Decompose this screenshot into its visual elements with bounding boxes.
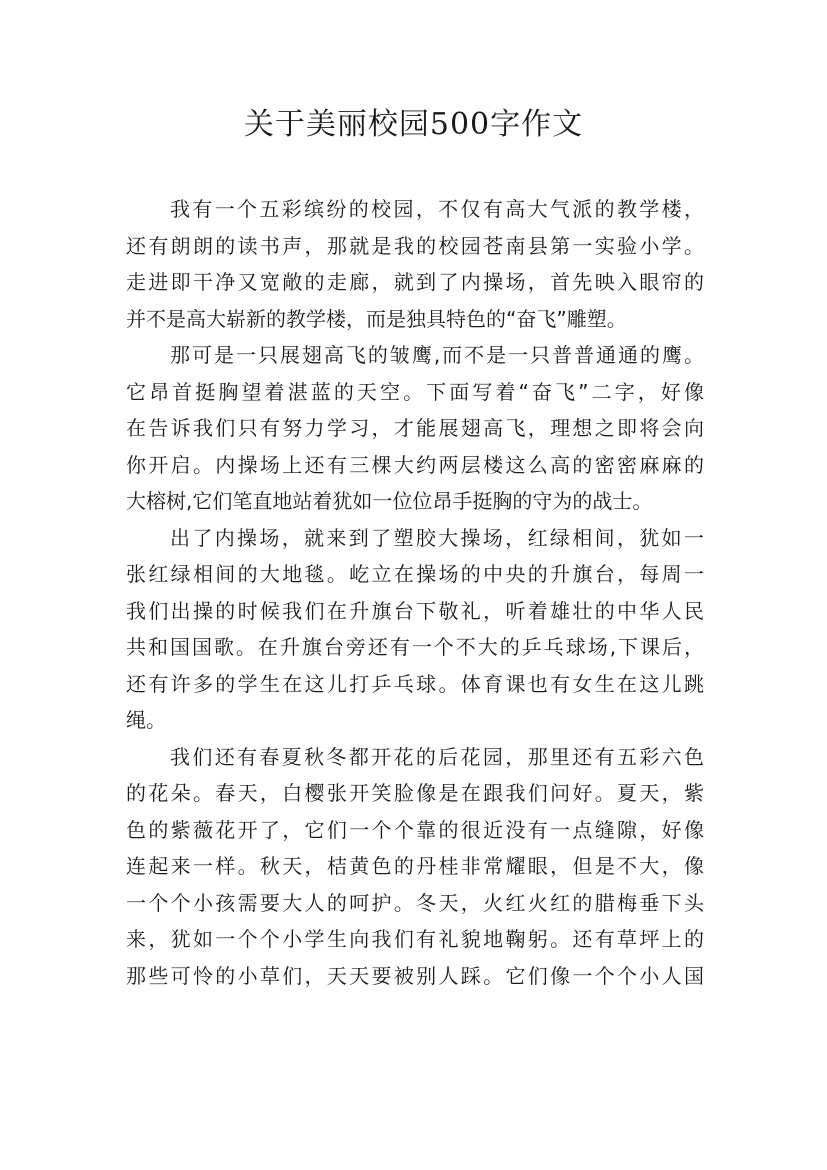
text-line: 绳。 [126, 708, 166, 732]
text-line: 我们出操的时候我们在升旗台下敬礼，听着雄壮的中华人民 [126, 598, 704, 623]
text-line: 我有一个五彩缤纷的校园，不仅有高大气派的教学楼， [170, 197, 704, 221]
text-line: 共和国国歌。在升旗台旁还有一个不大的乒乓球场,下课后， [126, 635, 704, 659]
text-line: 它昂首挺胸望着湛蓝的天空。下面写着“奋飞”二字，好像 [126, 379, 704, 404]
text-line: 还有许多的学生在这儿打乒乓球。体育课也有女生在这儿跳 [126, 671, 704, 696]
text-line: 一个个小孩需要大人的呵护。冬天，火红火红的腊梅垂下头 [126, 890, 704, 915]
text-line: 还有朗朗的读书声，那就是我的校园苍南县第一实验小学。 [126, 233, 704, 258]
text-line: 色的紫薇花开了，它们一个个靠的很近没有一点缝隙，好像 [126, 817, 704, 842]
document-body [126, 191, 704, 994]
text-line: 在告诉我们只有努力学习，才能展翅高飞，理想之即将会向 [126, 416, 704, 440]
text-line: 连起来一样。秋天，桔黄色的丹桂非常耀眼，但是不大，像 [126, 854, 704, 878]
text-line: 并不是高大崭新的教学楼，而是独具特色的“奋飞”雕塑。 [126, 306, 627, 331]
text-line: 大榕树,它们笔直地站着犹如一位位昂手挺胸的守为的战士。 [126, 489, 653, 513]
text-line: 的花朵。春天，白樱张开笑脸像是在跟我们问好。夏天，紫 [126, 781, 704, 805]
text-line: 张红绿相间的大地毯。屹立在操场的中央的升旗台，每周一 [126, 562, 704, 586]
document-title: 关于美丽校园500字作文 [243, 107, 584, 142]
text-line: 走进即干净又宽敞的走廊，就到了内操场，首先映入眼帘的 [126, 270, 704, 294]
text-line: 出了内操场，就来到了塑胶大操场，红绿相间，犹如一 [170, 525, 704, 550]
text-line: 我们还有春夏秋冬都开花的后花园，那里还有五彩六色 [170, 744, 704, 769]
text-line: 那些可怜的小草们，天天要被别人踩。它们像一个个小人国 [126, 963, 704, 988]
text-line: 那可是一只展翅高飞的皱鹰,而不是一只普普通通的鹰。 [170, 343, 704, 367]
text-line: 来，犹如一个个小学生向我们有礼貌地鞠躬。还有草坪上的 [126, 927, 704, 951]
text-line: 你开启。内操场上还有三棵大约两层楼这么高的密密麻麻的 [126, 452, 704, 477]
